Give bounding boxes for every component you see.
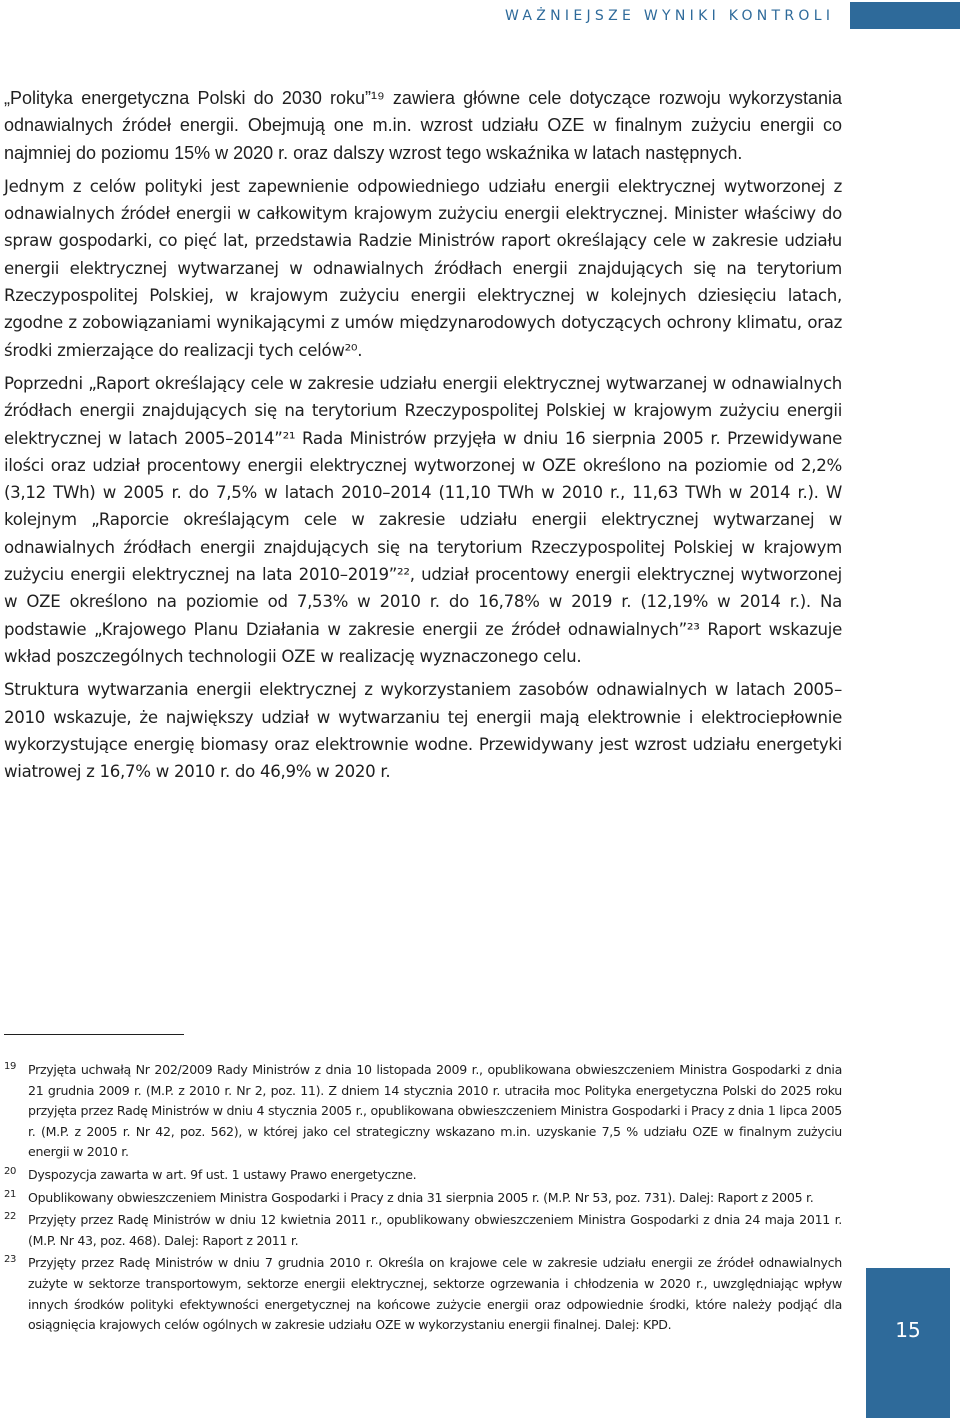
footnote-text: Przyjęta uchwałą Nr 202/2009 Rady Ministrów z dnia 10 listopada 2009 r., opublikowana obwieszczeniem Ministra Gospodarki z dnia 21 grudnia 2009 r. (M.P. z 2010 r. Nr 2, poz. 11). Z dniem 14 stycznia 2010 r. utraciła moc Polityka energetyczna Polski do 2025 roku przyjęta przez Radę Ministrów w dniu 4 stycznia 2005 r., opublikowana obwieszczeniem Ministra Gospodarki i Pracy z dnia 1 lipca 2005 r. (M.P. z 2005 r. Nr 42, poz. 562), w której jako cel strategiczny wskazano m.in. uzyskanie 7,5 % udziału OZE w finalnym zużyciu energii w 2010 r. [28,1062,842,1160]
page-number: 15 [895,1318,921,1342]
footnote-21 [4,1188,842,1209]
main-body [4,85,842,791]
footnote-number: 20 [4,1165,17,1177]
footnote-number: 22 [4,1211,17,1223]
footnote-number: 19 [4,1061,17,1072]
footnote-text: Przyjęty przez Radę Ministrów w dniu 12 kwietnia 2011 r., opublikowany obwieszczeniem Ministra Gospodarki z dnia 24 maja 2011 r. (M.P. Nr 43, poz. 468). Dalej: Raport z 2011 r. [28,1212,842,1248]
footnote-text: Dyspozycja zawarta w art. 9f ust. 1 ustawy Prawo energetyczne. [28,1166,417,1182]
running-header-title: WAŻNIEJSZE WYNIKI KONTROLI [505,8,835,24]
paragraph-2: Jednym z celów polityki jest zapewnienie odpowiedniego udziału energii elektrycznej wytworzonej z odnawialnych źródeł energii w całkowitym krajowym zużyciu energii elektrycznej. Minister właściwy do spraw gospodarki, co pięć lat, przedstawia Radzie Ministrów raport określający cele w zakresie udziału energii elektrycznej wytwarzanej w odnawialnych źródłach energii znajdujących się na terytorium Rzeczypospolitej Polskiej, w krajowym zużyciu energii elektrycznej w kolejnych dziesięciu latach, zgodne z zobowiązaniami wynikającymi z umów międzynarodowych dotyczących ochrony klimatu, oraz środki zmierzające do realizacji tych celów²⁰. [4,176,842,360]
footnotes-section [4,1060,842,1338]
footnote-19 [4,1060,842,1163]
paragraph-4: Struktura wytwarzania energii elektrycznej z wykorzystaniem zasobów odnawialnych w latach 2005–2010 wskazuje, że największy udział w wytwarzaniu tej energii mają elektrownie i elektrociepłownie wykorzystujące energię biomasy oraz elektrownie wodne. Przewidywany jest wzrost udziału energetyki wiatrowej z 16,7% w 2010 r. do 46,9% w 2020 r. [4,680,842,782]
header-accent-block [850,2,960,29]
footnote-text: Przyjęty przez Radę Ministrów w dniu 7 grudnia 2010 r. Określa on krajowe cele w zakresie udziału energii ze źródeł odnawialnych zużyte w sektorze transportowym, sektorze energii elektrycznej, sektorze ogrzewania i chłodzenia w 2020 r., uwzględniając wpływ innych środków polityki efektywności energetycznej na końcowe zużycie energii oraz odpowiednie środki, które należy podjąć dla osiągnięcia krajowych celów ogólnych w zakresie udziału OZE w wykorzystaniu energii finalnej. Dalej: KPD. [28,1255,842,1333]
footnote-23 [4,1253,842,1335]
footnote-number: 23 [4,1254,17,1266]
paragraph-1: „Polityka energetyczna Polski do 2030 roku”¹⁹ zawiera główne cele dotyczące rozwoju wykorzystania odnawialnych źródeł energii. Obejmują one m.in. wzrost udziału OZE w finalnym zużyciu energii co najmniej do poziomu 15% w 2020 r. oraz dalszy wzrost tego wskaźnika w latach następnych. [4,88,842,163]
footnote-20 [4,1165,842,1186]
paragraph-3: Poprzedni „Raport określający cele w zakresie udziału energii elektrycznej wytwarzanej w odnawialnych źródłach energii znajdujących się na terytorium Rzeczypospolitej Polskiej w krajowym zużyciu energii elektrycznej w latach 2005–2014”²¹ Rada Ministrów przyjęła w dniu 16 sierpnia 2005 r. Przewidywane ilości oraz udział procentowy energii elektrycznej wytworzonej w OZE określono na poziomie od 2,2% (3,12 TWh) w 2005 r. do 7,5% w latach 2010–2014 (11,10 TWh w 2010 r., 11,63 TWh w 2014 r.). W kolejnym „Raporcie określającym cele w zakresie udziału energii elektrycznej wytwarzanej w odnawialnych źródłach energii znajdujących się na terytorium Rzeczypospolitej Polskiej w krajowym zużyciu energii elektrycznej na lata 2010–2019”²², udział procentowy energii elektrycznej wytworzonej w OZE określono na poziomie od 7,53% w 2010 r. do 16,78% w 2019 r. (12,19% w 2014 r.). Na podstawie „Krajowego Planu Działania w zakresie energii ze źródeł odnawialnych”²³ Raport wskazuje wkład poszczególnych technologii OZE w realizację wyznaczonego celu. [4,373,842,666]
footnote-22 [4,1210,842,1251]
footnote-number: 21 [4,1188,17,1200]
footnote-text: Opublikowany obwieszczeniem Ministra Gospodarki i Pracy z dnia 31 sierpnia 2005 r. (M.P. Nr 53, poz. 731). Dalej: Raport z 2005 r. [28,1189,814,1205]
footnote-separator [4,1034,184,1035]
page-number-block [866,1268,950,1418]
